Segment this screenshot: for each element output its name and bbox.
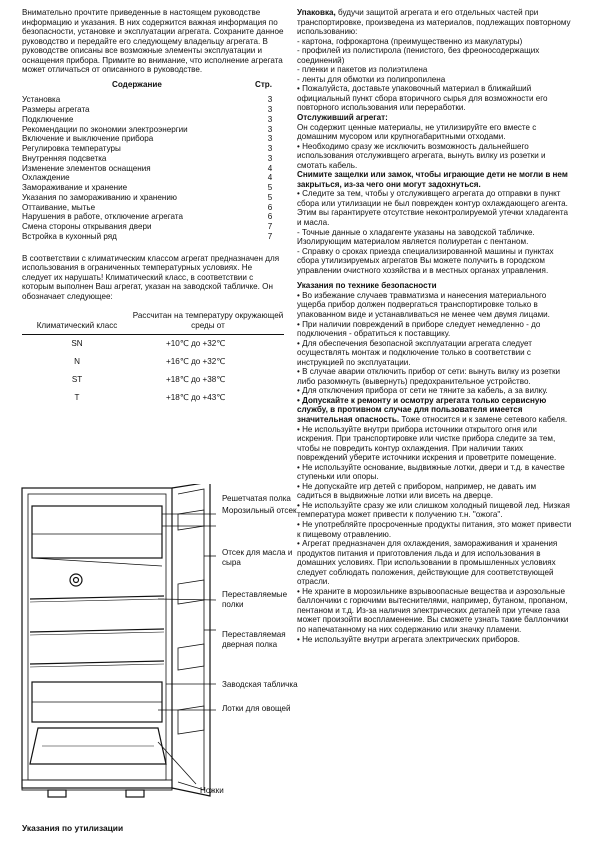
table-row: SN +10℃ до +32℃ (71, 339, 226, 349)
service-bold: • Допускайте к ремонту и осмотру агрегата только сервисную службу, в противном случае для пользователя имеется значительная опасность. (297, 395, 547, 424)
foot (126, 790, 144, 797)
toc-item: Смена стороны открывания двери 7 (22, 222, 273, 232)
list-item: • Не используйте сразу же или слишком холодный пищевой лед. Низкая температура может привести к получению т.н. "ожога". (297, 500, 570, 520)
list-item: - ленты для обмотки из полипропилена (297, 74, 446, 84)
toc-item: Подключение 3 (22, 114, 273, 124)
list-item: • Не используйте основание, выдвижные лотки, двери и т.д. в качестве ступеньки или опоры. (297, 462, 565, 482)
fridge-body (22, 488, 172, 788)
label-shelves-1: Переставляемые (222, 590, 288, 599)
list-item: - картона, гофрокартона (преимущественно из макулатуры) (297, 36, 523, 46)
toc-item: Изменение элементов оснащения 4 (22, 163, 273, 173)
toc-item: Внутренняя подсветка 3 (22, 153, 273, 163)
packing-lead: Упаковка, (297, 8, 336, 17)
label-butter-cheese-1: Отсек для масла и (222, 548, 293, 557)
toc-item: Регулировка температуры 3 (22, 144, 273, 154)
list-item: • Не храните в морозильнике взрывоопасные вещества и аэрозольные баллончики с горючими вытеснителями, например, бутаном, пропаном, пентаном и т.д. Из-за наличия электрических деталей при утечке газа может произойти воспламенение. Вы сможете узнать такие баллончики по напечатанному на них содержанию или значку пламени. (297, 586, 569, 634)
old-appliance-bullet-3: - Точные данные о хладагенте указаны на заводской табличке. Изолирующим материалом является полиуретан с пентаном. (297, 227, 535, 247)
toc-header (22, 80, 284, 90)
safety-title: Указания по технике безопасности (297, 281, 437, 291)
list-item: - пленки и пакетов из полиэтилена (297, 65, 428, 75)
packing-text: будучи защитой агрегата и его отдельных частей при транспортировке, произведена из материалов, подлежащих повторному использованию: (297, 8, 571, 37)
table-row: ST +18℃ до +38℃ (71, 375, 226, 385)
toc-list (22, 95, 284, 241)
left-column (22, 8, 284, 407)
label-feet: Ножки (200, 786, 224, 795)
toc-item: Нарушения в работе, отключение агрегата 6 (22, 212, 273, 222)
old-appliance-text: Он содержит ценные материалы, не утилизируйте его вместе с домашним мусором или крупногабаритными отходами. (297, 122, 537, 142)
fridge-inner (28, 494, 166, 780)
list-item: • В случае аварии отключить прибор от сети: вынуть вилку из розетки либо разомкнуть (вывернуть) предохранительное устройство. (297, 367, 561, 386)
climate-intro: В соответствии с климатическим классом агрегат предназначен для использования в ограниченных температурных условиях. Не следует их нарушать! Климатический класс, в соответствии с которым выполнен Ваш агрегат, указан на заводской табличке. Он обозначает следующее: (22, 253, 280, 301)
label-freezer: Морозильный отсек (222, 506, 297, 515)
climate-table (22, 309, 284, 407)
door-bin (178, 580, 204, 604)
intro-text: Внимательно прочтите приведенные в настоящем руководстве информацию и указания. В них содержится важная информация по безопасности, установке и эксплуатации агрегата. Сохраните данное руководство и передайте его следующему владельцу агрегата. В руководстве описаны все возможные элементы эксплуатации и оснащения прибора. Примите во внимание, что исполнение агрегата может отличаться от описанного в руководстве. (22, 8, 284, 75)
toc-item: Рекомендации по экономии электроэнергии 3 (22, 124, 273, 134)
old-appliance-bullet-4: - Справку о сроках приезда специализированной машины и пунктах сбора утилизируемых агрегатов Вы можете получить в городском управлении очистного хозяйства и в местных органах управления. (297, 246, 554, 275)
right-column (297, 8, 572, 644)
foot (48, 790, 66, 797)
list-item: • Не употребляйте просроченные продукты питания, это может привести к пищевому отравлению. (297, 519, 572, 539)
list-item: • Для отключения прибора от сети не тяните за кабель, а за вилку. (297, 386, 548, 396)
shelf-line (30, 661, 164, 664)
toc-item: Охлаждение 4 (22, 173, 273, 183)
list-item: • Агрегат предназначен для охлаждения, замораживания и хранения продуктов питания и приготовления льда и для использования в домашних условиях. При использовании в промышленных условиях следует соблюдать положения, действующие для соответствующей отрасли. (297, 539, 558, 587)
toc-item: Указания по замораживанию и хранению 5 (22, 192, 273, 202)
fan-circle (70, 574, 82, 586)
label-door-shelf-2: дверная полка (222, 640, 278, 649)
list-item: • Во избежание случаев травматизма и нанесения материального ущерба прибор должен подвергаться транспортировке только в упакованном виде и устанавливаться не менее чем двумя лицами. (297, 290, 550, 319)
freezer-compartment (32, 506, 162, 558)
old-appliance-bullet: • Необходимо сразу же исключить возможность дальнейшего использования отслуживщего агрегата, вынуть вилку из розетки и смотать кабель. (297, 141, 546, 170)
old-appliance-warning: Снимите защелки или замок, чтобы играющие дети не могли в нем закрыться, из-за чего они могут задохнуться. (297, 170, 568, 189)
service-paragraph (297, 396, 572, 425)
table-row: N +16℃ до +32℃ (74, 357, 226, 367)
old-appliance-title: Отслуживший агрегат: (297, 113, 388, 123)
toc-item: Оттаивание, мытье 6 (22, 202, 273, 212)
shelf-line (30, 596, 164, 599)
toc-title: Содержание (112, 79, 162, 89)
list-item: • Не используйте внутри агрегата электрических приборов. (297, 634, 520, 644)
toc-item: Размеры агрегата 3 (22, 105, 273, 115)
toc-item: Встройка в кухонный ряд 7 (22, 231, 273, 241)
list-item: • Для обеспечения безопасной эксплуатации агрегата следует осуществлять монтаж и подключение только в соответствии с инструкцией по эксплуатации. (297, 338, 532, 367)
toc-item: Включение и выключение прибора 3 (22, 134, 273, 144)
toc-item: Установка 3 (22, 95, 273, 105)
service-rest: Тоже относится и к замене сетевого кабеля. (399, 414, 568, 424)
label-rating-plate: Заводская табличка (222, 680, 298, 689)
packing-bullet: • Пожалуйста, доставьте упаковочный материал в ближайший официальный пункт сбора вторичного сырья для возможности его повторного использования или переработки. (297, 84, 548, 113)
toc-page-header: Стр. (254, 79, 272, 89)
door-bin (178, 510, 204, 530)
fridge-diagram (18, 484, 298, 804)
footer-title: Указания по утилизации (22, 823, 124, 833)
climate-header-temp: Рассчитан на температуру окружающей среды от (132, 309, 284, 334)
climate-header-class: Климатический класс (22, 309, 132, 334)
list-item: • Не используйте внутри прибора источники открытого огня или искрения. При транспортировке или чистке прибора следите за тем, чтобы не повредить контур охлаждения. При наличии таких повреждений уберите источники искрения и проветрите помещение. (297, 424, 557, 463)
list-item: • Не допускайте игр детей с прибором, например, не давать им садиться в выдвижные лотки или висеть на дверце. (297, 481, 537, 501)
label-shelves-2: полки (222, 600, 244, 609)
label-door-shelf-1: Переставляемая (222, 630, 286, 639)
label-grid-shelf: Решетчатая полка (222, 494, 291, 503)
shelf-line (30, 629, 164, 632)
label-butter-cheese-2: сыра (222, 558, 241, 567)
toc-item: Замораживание и хранение 5 (22, 183, 273, 193)
list-item: • При наличии повреждений в приборе следует немедленно - до подключения - обратиться к поставщику. (297, 319, 541, 339)
list-item: - профилей из полистирола (пенистого, без фреоносодержащих соединений) (297, 46, 540, 65)
old-appliance-bullet-2: • Следите за тем, чтобы у отслуживщего агрегата до отправки в пункт сбора или утилизации не был поврежден контур охлаждающего агента. Этим вы гарантируете отсутствие неконтролируемой утечки хладагента и масла. (297, 189, 568, 228)
label-veg-tray: Лотки для овощей (222, 704, 291, 713)
packing-paragraph (297, 8, 572, 37)
table-row: T +18℃ до +43℃ (74, 393, 226, 403)
door-bin (178, 644, 204, 670)
